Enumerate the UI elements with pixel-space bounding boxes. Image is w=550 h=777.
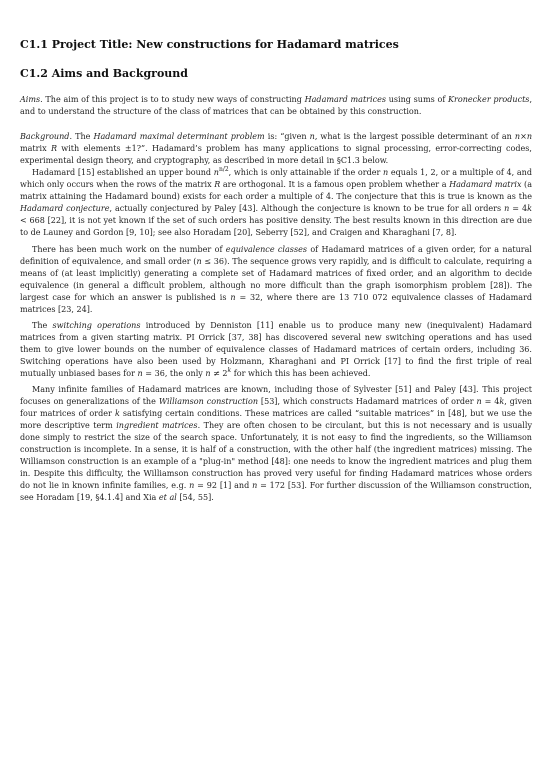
italic-text: n <box>504 204 510 214</box>
italic-text: Kronecker products <box>448 95 530 104</box>
section-heading: C1.2 Aims and Background <box>20 67 188 80</box>
text-run: = 172 [53]. For further discussion of the Williamson construction, see Horadam [19, §4.1.4] and Xia <box>20 481 532 503</box>
paragraph-background <box>20 131 532 167</box>
text-run: [53], which constructs Hadamard matrices of order <box>258 397 477 407</box>
text-run: are orthogonal. It is a famous open problem whether a <box>220 180 450 190</box>
italic-text: n <box>309 132 315 142</box>
italic-text: n <box>383 168 389 178</box>
italic-text: ingredient matrices <box>116 421 198 431</box>
italic-text: k <box>499 397 505 407</box>
text-run: . They are often chosen to be circulant, but this is not necessary and is usually done simply to restrict the size of the search space. Unfortunately, it is not easy to find the ingredients, so the Williamson construction is incomplete. In a sense, it is half of a construction, with the other half (the ingredient matrices) missing. The Williamson construction is an example of a "plug-in" method [48]: one needs to know the ingredient matrices and plug them in. Despite this difficulty, the Williamson construction has proved very useful for finding Hadamard matrices whose orders do not lie in known infinite families, e.g. <box>20 421 533 491</box>
italic-text: Hadamard matrices <box>304 95 387 104</box>
italic-text: n <box>526 132 532 142</box>
text-run: for which this has been achieved. <box>231 368 371 378</box>
text-run: Many infinite families of Hadamard matrices are known, including those of Sylvester [51] and Paley [43]. This project focuses on generalizations of the <box>20 385 532 407</box>
text-run: satisfying certain conditions. These matrices are called “suitable matrices” in [48], but we use the more descriptive term <box>20 409 532 431</box>
paragraph-williamson <box>20 384 532 504</box>
text-run: introduced by Denniston [11] enable us to produce many new (inequivalent) Hadamard matrices from a given starting matrix. PI Orrick [37, 38] has discovered several new switching operations and has used them to give lower bounds on the number of equivalence classes of Hadamard matrices of certain orders, including 36. Switching operations have also been used by Holzmann, Kharaghani and PI Orrick [17] to find the first triple of real mutually unbiased bases for <box>20 320 532 378</box>
text-run: (a matrix attaining the Hadamard bound) exists for each order a multiple of 4. The conjecture that this is true is known as the <box>20 180 532 202</box>
project-title: C1.1 Project Title: New constructions for Hadamard matrices <box>20 38 399 51</box>
text-run: = 4 <box>509 204 528 214</box>
text-run: equals 1, 2, or a multiple of 4, and which only occurs when the rows of the matrix <box>20 168 532 190</box>
text-run: is: “given <box>264 132 310 142</box>
text-run: , actually conjectured by Paley [43]. Although the conjecture is known to be true for all orders <box>109 204 505 214</box>
text-run: ≤ 36). The sequence grows very rapidly, and is difficult to calculate, requiring a means of (at least implicitly) generating a complete set of Hadamard matrices of fixed order, and an algorithm to decide equivalence (in general a difficult problem, although no more difficult than the graph isomorphism problem [28]). The largest case for which an answer is published is <box>20 256 532 302</box>
text-run: [54, 55]. <box>176 493 214 503</box>
text-run: Hadamard [15] established an upper bound <box>32 168 214 178</box>
document-body <box>20 38 532 505</box>
superscript-text: n/2 <box>218 166 229 174</box>
text-run: The <box>72 132 94 142</box>
text-run: , what is the largest possible determinant of an <box>314 132 515 142</box>
italic-text: n <box>196 256 202 266</box>
italic-text: R <box>50 144 57 154</box>
text-run: , and to understand the structure of the class of matrices that can be obtained by this construction. <box>20 95 533 117</box>
text-run: The aim of this project is to to study new ways of constructing <box>42 95 305 104</box>
text-run: = 92 [1] and <box>194 481 253 491</box>
italic-text: n <box>189 481 195 491</box>
italic-text: Hadamard conjecture <box>20 204 110 214</box>
text-run: ≠ 2 <box>210 368 228 378</box>
text-run: matrix <box>20 144 51 154</box>
italic-text: Hadamard maximal determinant problem <box>93 132 265 142</box>
text-run: , given four matrices of order <box>20 397 532 419</box>
italic-text: n <box>205 368 211 378</box>
superscript-text: k <box>227 366 232 374</box>
italic-text: Aims. <box>20 95 43 104</box>
text-run: × <box>520 132 527 142</box>
italic-text: et al <box>158 493 177 503</box>
italic-text: n <box>230 292 236 302</box>
paragraph-spacer <box>20 118 532 131</box>
italic-text: n <box>252 481 258 491</box>
text-run: using sums of <box>386 95 449 104</box>
italic-text: n <box>213 168 219 178</box>
text-run: = 4 <box>481 397 500 407</box>
italic-text: Williamson construction <box>158 397 259 407</box>
text-run: of Hadamard matrices of a given order, for a natural definition of equivalence, and small order ( <box>20 244 532 266</box>
text-run: = 32, where there are 13 710 072 equivalence classes of Hadamard matrices [23, 24]. <box>20 292 532 314</box>
italic-text: n <box>137 368 143 378</box>
paragraph-equivalence-classes <box>20 244 532 316</box>
paragraph-hadamard-bound <box>20 167 532 239</box>
italic-text: Hadamard matrix <box>449 180 522 190</box>
text-run: The <box>32 320 53 330</box>
italic-text: R <box>214 180 221 190</box>
text-run: , which is only attainable if the order <box>228 168 384 178</box>
italic-text: n <box>514 132 521 142</box>
italic-text: k <box>527 204 532 214</box>
text-run: = 36, the only <box>142 368 206 378</box>
paragraph-aims <box>20 94 532 118</box>
italic-text: n <box>476 397 482 407</box>
italic-text: k <box>114 409 120 419</box>
italic-text: Background. <box>20 132 73 142</box>
italic-text: switching operations <box>52 320 141 330</box>
italic-text: equivalence classes <box>225 244 307 254</box>
text-run: with elements ±1?”. Hadamard’s problem has many applications to signal processing, error-correcting codes, experimental design theory, and cryptography, as described in more detail in §C1.3 below. <box>20 144 532 166</box>
text-run: < 668 [22], it is not yet known if the set of such orders has positive density. The best results known in this direction are due to de Launey and Gordon [9, 10]; see also Horadam [20], Seberry [52], and Craigen and Kharaghani [7, 8]. <box>20 216 532 238</box>
text-run: There has been much work on the number of <box>32 244 226 254</box>
paragraph-switching-operations <box>20 320 532 380</box>
